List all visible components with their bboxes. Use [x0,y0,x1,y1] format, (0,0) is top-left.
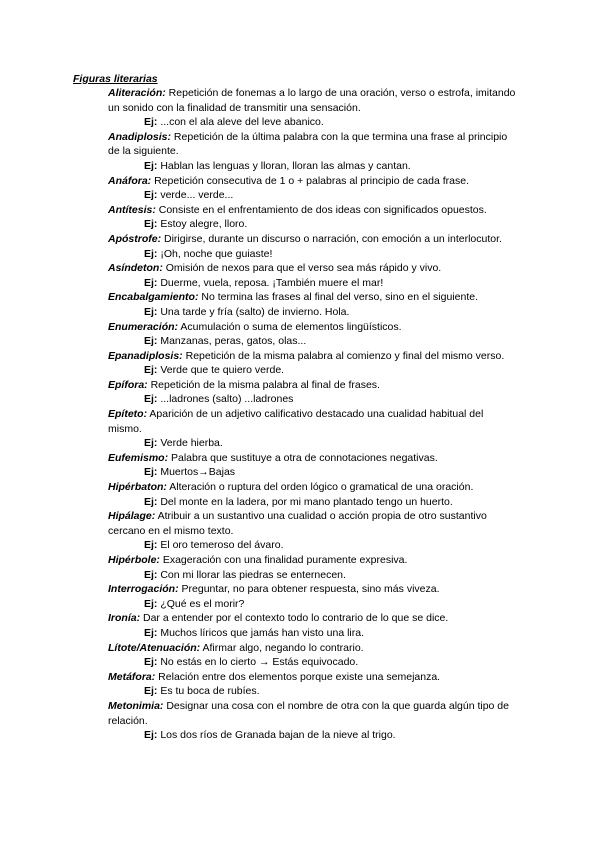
figure-definition-text: No termina las frases al final del verso, sino en el siguiente. [198,291,478,304]
figure-example-text: Los dos ríos de Granada bajan de la nieve al trigo. [157,729,396,742]
figure-entry-ironia [108,611,518,640]
figure-example-text: verde... verde... [157,189,234,202]
figure-definition [108,232,518,247]
figure-term: Metáfora: [108,670,156,683]
figure-example [144,363,518,378]
figure-example [144,217,518,232]
figure-definition [108,553,518,568]
example-label: Ej: [144,247,158,260]
example-label: Ej: [144,495,158,508]
figure-example [144,495,518,510]
figure-entry-litote [108,641,518,670]
figure-term: Lítote/Atenuación: [108,641,201,654]
example-label: Ej: [144,159,158,172]
figure-example-text: Muertos→Bajas [157,466,236,479]
figure-example-text: ¡Oh, noche que guiaste! [157,247,273,260]
figure-example [144,115,518,130]
figure-example-text: El oro temeroso del ávaro. [157,539,284,552]
example-label: Ej: [144,335,158,348]
figure-definition-text: Dirigirse, durante un discurso o narración, con emoción a un interlocutor. [161,232,502,245]
example-label: Ej: [144,729,158,742]
figure-definition-text: Repetición de la misma palabra al final de frases. [147,378,380,391]
figure-entry-metonimia [108,699,518,743]
figure-example [144,392,518,407]
figure-entry-eufemismo [108,451,518,480]
figure-term: Apóstrofe: [108,232,162,245]
figure-example-text: Verde que te quiero verde. [157,364,285,377]
figure-term: Aliteración: [108,87,166,99]
figure-definition-text: Repetición consecutiva de 1 o + palabras al principio de cada frase. [151,174,469,187]
figure-definition-text: Repetición de fonemas a lo largo de una oración, verso o estrofa, imitando un sonido con la finalidad de transmitir una sensación. [108,87,516,114]
figure-definition-text: Aparición de un adjetivo calificativo destacado una cualidad habitual del mismo. [108,408,484,435]
figure-definition-text: Palabra que sustituye a otra de connotaciones negativas. [168,451,438,464]
figure-definition [108,407,518,436]
figure-term: Epíteto: [108,408,148,421]
figure-entry-anadiplosis [108,130,518,174]
example-label: Ej: [144,305,158,318]
figure-example-text: ...ladrones (salto) ...ladrones [157,393,294,406]
example-label: Ej: [144,393,158,406]
figure-example [144,655,518,670]
figure-definition [108,641,518,656]
example-label: Ej: [144,116,158,129]
figure-example [144,247,518,262]
figure-term: Anáfora: [108,174,152,187]
figure-example [144,305,518,320]
example-label: Ej: [144,539,158,552]
figure-entry-epanadiplosis [108,349,518,378]
example-label: Ej: [144,466,158,479]
figure-term: Hipálage: [108,510,156,523]
example-label: Ej: [144,218,158,231]
figure-definition-text: Consiste en el enfrentamiento de dos ideas con significados opuestos. [155,203,487,216]
figure-definition [108,290,518,305]
figure-entry-aliteracion [108,86,518,130]
figure-entry-epifora [108,378,518,407]
figure-example [144,568,518,583]
figure-entry-asindeton [108,261,518,290]
figure-entry-enumeracion [108,320,518,349]
figure-definition-text: Preguntar, no para obtener respuesta, sino más viveza. [178,583,440,596]
figure-example-text: Muchos líricos que jamás han visto una lira. [157,626,365,639]
figure-definition [108,451,518,466]
figure-example-text: Una tarde y fría (salto) de invierno. Hola. [157,305,350,318]
figures-list [108,86,518,743]
example-label: Ej: [144,626,158,639]
figure-entry-encabalgamiento [108,290,518,319]
figure-definition-text: Alteración o ruptura del orden lógico o gramatical de una oración. [166,481,474,494]
figure-definition [108,349,518,364]
figure-example-text: Manzanas, peras, gatos, olas... [157,335,307,348]
figure-example [144,159,518,174]
figure-term: Epanadiplosis: [108,349,183,362]
example-label: Ej: [144,189,158,202]
figure-definition [108,611,518,626]
figure-definition-text: Relación entre dos elementos porque existe una semejanza. [155,670,441,683]
figure-example-text: ¿Qué es el morir? [157,597,245,610]
figure-example [144,538,518,553]
figure-term: Anadiplosis: [108,130,172,143]
figure-term: Enumeración: [108,320,179,333]
figure-term: Encabalgamiento: [108,291,199,304]
figure-example-text: Estoy alegre, lloro. [157,218,248,231]
figure-term: Hipérbole: [108,554,160,566]
figure-definition [108,130,518,159]
figure-definition [108,203,518,218]
figure-example-text: No estás en lo cierto → Estás equivocado. [157,656,359,669]
figure-term: Eufemismo: [108,451,169,464]
figure-example [144,436,518,451]
figure-example [144,334,518,349]
document-title: Figuras literarias [73,73,158,85]
figure-definition [108,86,518,115]
example-label: Ej: [144,597,158,610]
figure-example-text: Es tu boca de rubíes. [157,685,260,698]
figure-term: Epífora: [108,378,148,391]
figure-definition [108,320,518,335]
figure-definition [108,378,518,393]
figure-definition [108,174,518,189]
figure-entry-antitesis [108,203,518,232]
figure-example-text: Verde hierba. [157,437,223,450]
figure-definition-text: Acumulación o suma de elementos lingüísticos. [178,320,402,333]
figure-term: Interrogación: [108,583,179,596]
figure-definition-text: Atribuir a un sustantivo una cualidad o acción propia de otro sustantivo cercano en el mismo texto. [108,510,487,537]
figure-entry-epiteto [108,407,518,451]
figure-definition-text: Designar una cosa con el nombre de otra con la que guarda algún tipo de relación. [108,699,509,727]
figure-definition-text: Repetición de la misma palabra al comienzo y final del mismo verso. [182,349,505,362]
example-label: Ej: [144,685,158,698]
example-label: Ej: [144,656,158,669]
figure-entry-apostrofe [108,232,518,261]
figure-example [144,597,518,612]
figure-example [144,276,518,291]
figure-entry-interrogacion [108,582,518,611]
figure-term: Hipérbaton: [108,481,167,494]
figure-example [144,188,518,203]
figure-example-text: Hablan las lenguas y lloran, lloran las almas y cantan. [157,159,411,172]
figure-entry-hipalage [108,509,518,553]
figure-definition-text: Repetición de la última palabra con la que termina una frase al principio de la siguiente. [108,130,508,158]
figure-definition-text: Omisión de nexos para que el verso sea más rápido y vivo. [162,262,442,275]
figure-definition [108,480,518,495]
figure-example [144,626,518,641]
figure-term: Asíndeton: [108,262,163,275]
figure-definition [108,670,518,685]
figure-definition [108,261,518,276]
figure-definition [108,509,518,538]
figure-example-text: Del monte en la ladera, por mi mano plantado tengo un huerto. [157,495,453,508]
example-label: Ej: [144,364,158,377]
figure-entry-hiperbaton [108,480,518,509]
figure-definition [108,699,518,728]
figure-example-text: Con mi llorar las piedras se enternecen. [157,568,346,581]
figure-example [144,684,518,699]
figure-definition-text: Dar a entender por el contexto todo lo contrario de lo que se dice. [140,612,449,625]
figure-example-text: ...con el ala aleve del leve abanico. [157,116,324,129]
figure-example [144,465,518,480]
figure-term: Metonimia: [108,699,164,712]
example-label: Ej: [144,568,158,581]
example-label: Ej: [144,276,158,289]
figure-entry-metafora [108,670,518,699]
figure-term: Antítesis: [108,203,156,216]
figure-example [144,728,518,743]
figure-definition [108,582,518,597]
example-label: Ej: [144,437,158,450]
figure-definition-text: Afirmar algo, negando lo contrario. [200,641,364,654]
figure-entry-anafora [108,174,518,203]
figure-definition-text: Exageración con una finalidad puramente expresiva. [159,554,408,566]
figure-entry-hiperbole [108,553,518,582]
figure-term: Ironía: [108,612,141,625]
figure-example-text: Duerme, vuela, reposa. ¡También muere el mar! [157,276,384,289]
